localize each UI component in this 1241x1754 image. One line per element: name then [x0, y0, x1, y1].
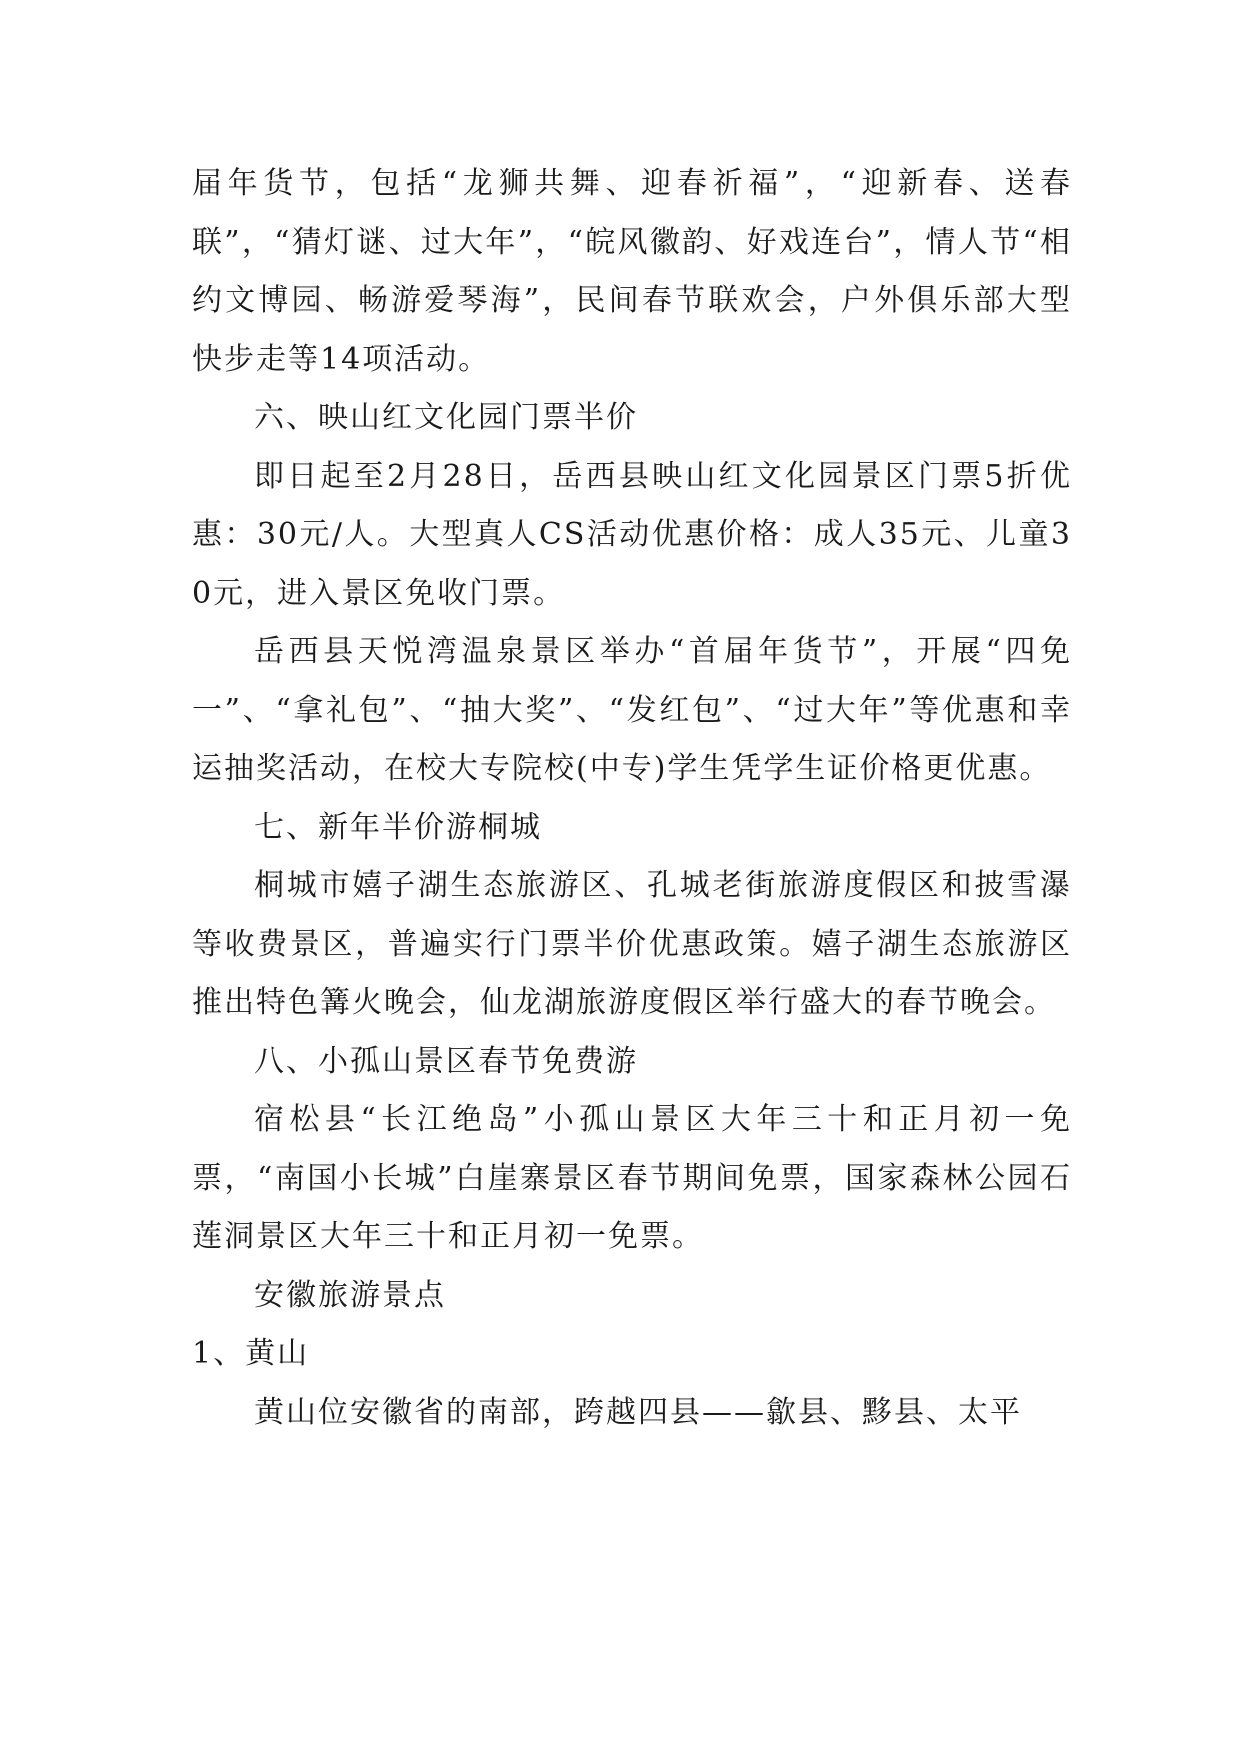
section-heading-seven: 七、新年半价游桐城	[254, 809, 542, 845]
paragraph-intro-continued: 届年货节，包括“龙狮共舞、迎春祈福”，“迎新春、送春联”，“猜灯谜、过大年”，“皖风徽韵、好戏连台”，情人节“相约文博园、畅游爱琴海”，民间春节联欢会，户外俱乐部大型快步走等14项活动。	[192, 166, 1072, 377]
item-heading-huangshan: 1、黄山	[192, 1336, 310, 1371]
paragraph-tianyuewan-hot-spring: 岳西县天悦湾温泉景区举办“首届年货节”，开展“四免一”、“拿礼包”、“抽大奖”、“发红包”、“过大年”等优惠和幸运抽奖活动，在校大专院校(中专)学生凭学生证价格更优惠。	[192, 634, 1072, 786]
paragraph-tongcheng-half-price: 桐城市嬉子湖生态旅游区、孔城老街旅游度假区和披雪瀑等收费景区，普遍实行门票半价优惠政策。嬉子湖生态旅游区推出特色篝火晚会，仙龙湖旅游度假区举行盛大的春节晚会。	[192, 868, 1072, 1020]
section-heading-anhui-attractions: 安徽旅游景点	[254, 1277, 446, 1313]
document-body	[192, 155, 1072, 1442]
paragraph-yingshanhong-tickets: 即日起至2月28日，岳西县映山红文化园景区门票5折优惠：30元/人。大型真人CS活动优惠价格：成人35元、儿童30元，进入景区免收门票。	[192, 458, 1072, 611]
paragraph-xiaogushan-free: 宿松县“长江绝岛”小孤山景区大年三十和正月初一免票，“南国小长城”白崖寨景区春节期间免票，国家森林公园石莲洞景区大年三十和正月初一免票。	[192, 1102, 1072, 1254]
section-heading-six: 六、映山红文化园门票半价	[254, 400, 638, 435]
section-heading-eight: 八、小孤山景区春节免费游	[254, 1043, 638, 1079]
paragraph-huangshan: 黄山位安徽省的南部，跨越四县——歙县、黟县、太平	[254, 1394, 1022, 1430]
